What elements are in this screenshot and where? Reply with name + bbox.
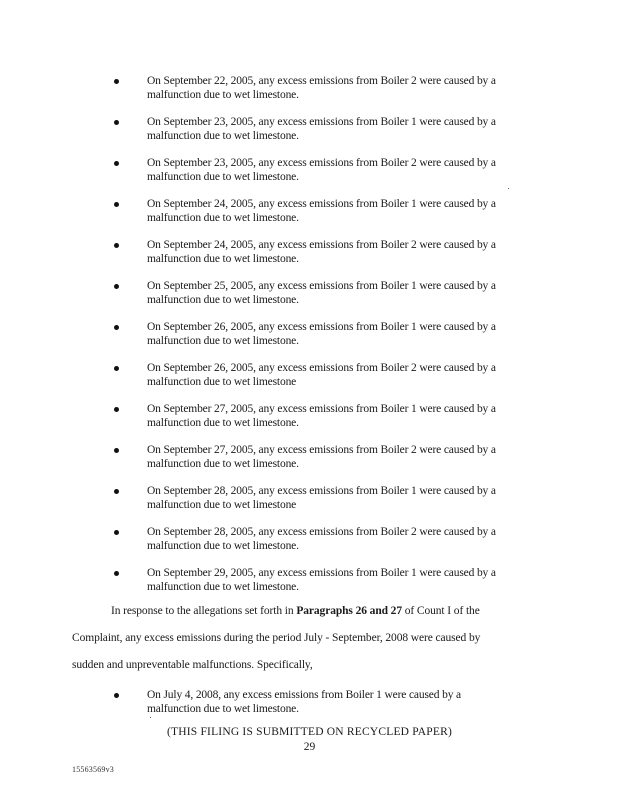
list-item-text-line1: On September 26, 2005, any excess emissions from Boiler 2 were caused by a — [147, 362, 496, 374]
list-item-text-line2: malfunction due to wet limestone. — [147, 540, 299, 552]
list-item — [0, 443, 619, 475]
list-item — [0, 484, 619, 516]
list-item-text-line2: malfunction due to wet limestone. — [147, 171, 299, 183]
list-item — [0, 238, 619, 270]
list-item-text-line1: On September 23, 2005, any excess emissions from Boiler 1 were caused by a — [147, 116, 496, 128]
list-item — [0, 279, 619, 311]
list-item — [0, 402, 619, 434]
list-item-text-line1: On September 29, 2005, any excess emissions from Boiler 1 were caused by a — [147, 567, 496, 579]
bullet-icon — [114, 325, 119, 330]
list-item — [0, 74, 619, 106]
bullet-icon — [114, 243, 119, 248]
list-item-text-line1: On September 27, 2005, any excess emissions from Boiler 1 were caused by a — [147, 403, 496, 415]
list-item-text-line2: malfunction due to wet limestone. — [147, 335, 299, 347]
paragraph-text: In response to the allegations set forth in — [111, 605, 297, 617]
list-item — [0, 115, 619, 147]
bullet-icon — [114, 120, 119, 125]
list-item-text-line2: malfunction due to wet limestone — [147, 499, 297, 511]
list-item-text-line2: malfunction due to wet limestone — [147, 376, 297, 388]
list-item-text-line1: On September 26, 2005, any excess emissions from Boiler 1 were caused by a — [147, 321, 496, 333]
list-item-text-line2: malfunction due to wet limestone. — [147, 294, 299, 306]
list-item — [0, 566, 619, 598]
list-item — [0, 361, 619, 393]
page-number: 29 — [303, 741, 316, 753]
list-item-text-line2: malfunction due to wet limestone. — [147, 212, 299, 224]
list-item-text-line2: malfunction due to wet limestone. — [147, 581, 299, 593]
bullet-icon — [114, 79, 119, 84]
list-item-text-line2: malfunction due to wet limestone. — [147, 703, 299, 715]
list-item-text-line1: On September 28, 2005, any excess emissions from Boiler 1 were caused by a — [147, 485, 496, 497]
list-item-text-line1: On July 4, 2008, any excess emissions from Boiler 1 were caused by a — [147, 689, 461, 701]
bullet-icon — [114, 366, 119, 371]
bullet-icon — [114, 448, 119, 453]
recycled-paper-notice: (THIS FILING IS SUBMITTED ON RECYCLED PAPER) — [166, 726, 453, 738]
list-item-text-line1: On September 22, 2005, any excess emissions from Boiler 2 were caused by a — [147, 75, 496, 87]
list-item — [0, 525, 619, 557]
list-item-text-line1: On September 27, 2005, any excess emissions from Boiler 2 were caused by a — [147, 444, 496, 456]
paragraph-reference: Paragraphs 26 and 27 — [296, 605, 402, 617]
document-id: 15563569v3 — [72, 765, 114, 774]
bullet-icon — [114, 202, 119, 207]
list-item-text-line2: malfunction due to wet limestone. — [147, 130, 299, 142]
bullet-icon — [114, 530, 119, 535]
list-item — [0, 197, 619, 229]
bullet-icon — [114, 489, 119, 494]
list-item-text-line2: malfunction due to wet limestone. — [147, 89, 299, 101]
bullet-icon — [114, 407, 119, 412]
list-item-text-line1: On September 24, 2005, any excess emissions from Boiler 2 were caused by a — [147, 239, 496, 251]
list-item — [0, 320, 619, 352]
paragraph-text: of Count I of the — [401, 605, 480, 617]
paragraph-line-2: Complaint, any excess emissions during the period July - September, 2008 were caused by — [72, 632, 481, 644]
list-item-text-line2: malfunction due to wet limestone. — [147, 417, 299, 429]
list-item-text-line2: malfunction due to wet limestone. — [147, 253, 299, 265]
scan-speck — [508, 188, 509, 189]
paragraph-line-1 — [111, 604, 480, 618]
bullet-icon — [114, 571, 119, 576]
paragraph-line-3: sudden and unpreventable malfunctions. Specifically, — [72, 659, 313, 671]
list-item-text-line2: malfunction due to wet limestone. — [147, 458, 299, 470]
list-item-text-line1: On September 23, 2005, any excess emissions from Boiler 2 were caused by a — [147, 157, 496, 169]
list-item-text-line1: On September 25, 2005, any excess emissions from Boiler 1 were caused by a — [147, 280, 496, 292]
list-item — [0, 156, 619, 188]
bullet-icon — [114, 693, 119, 698]
list-item-text-line1: On September 28, 2005, any excess emissions from Boiler 2 were caused by a — [147, 526, 496, 538]
list-item-text-line1: On September 24, 2005, any excess emissions from Boiler 1 were caused by a — [147, 198, 496, 210]
scan-speck — [150, 717, 151, 718]
list-item — [0, 688, 619, 720]
bullet-icon — [114, 161, 119, 166]
bullet-icon — [114, 284, 119, 289]
